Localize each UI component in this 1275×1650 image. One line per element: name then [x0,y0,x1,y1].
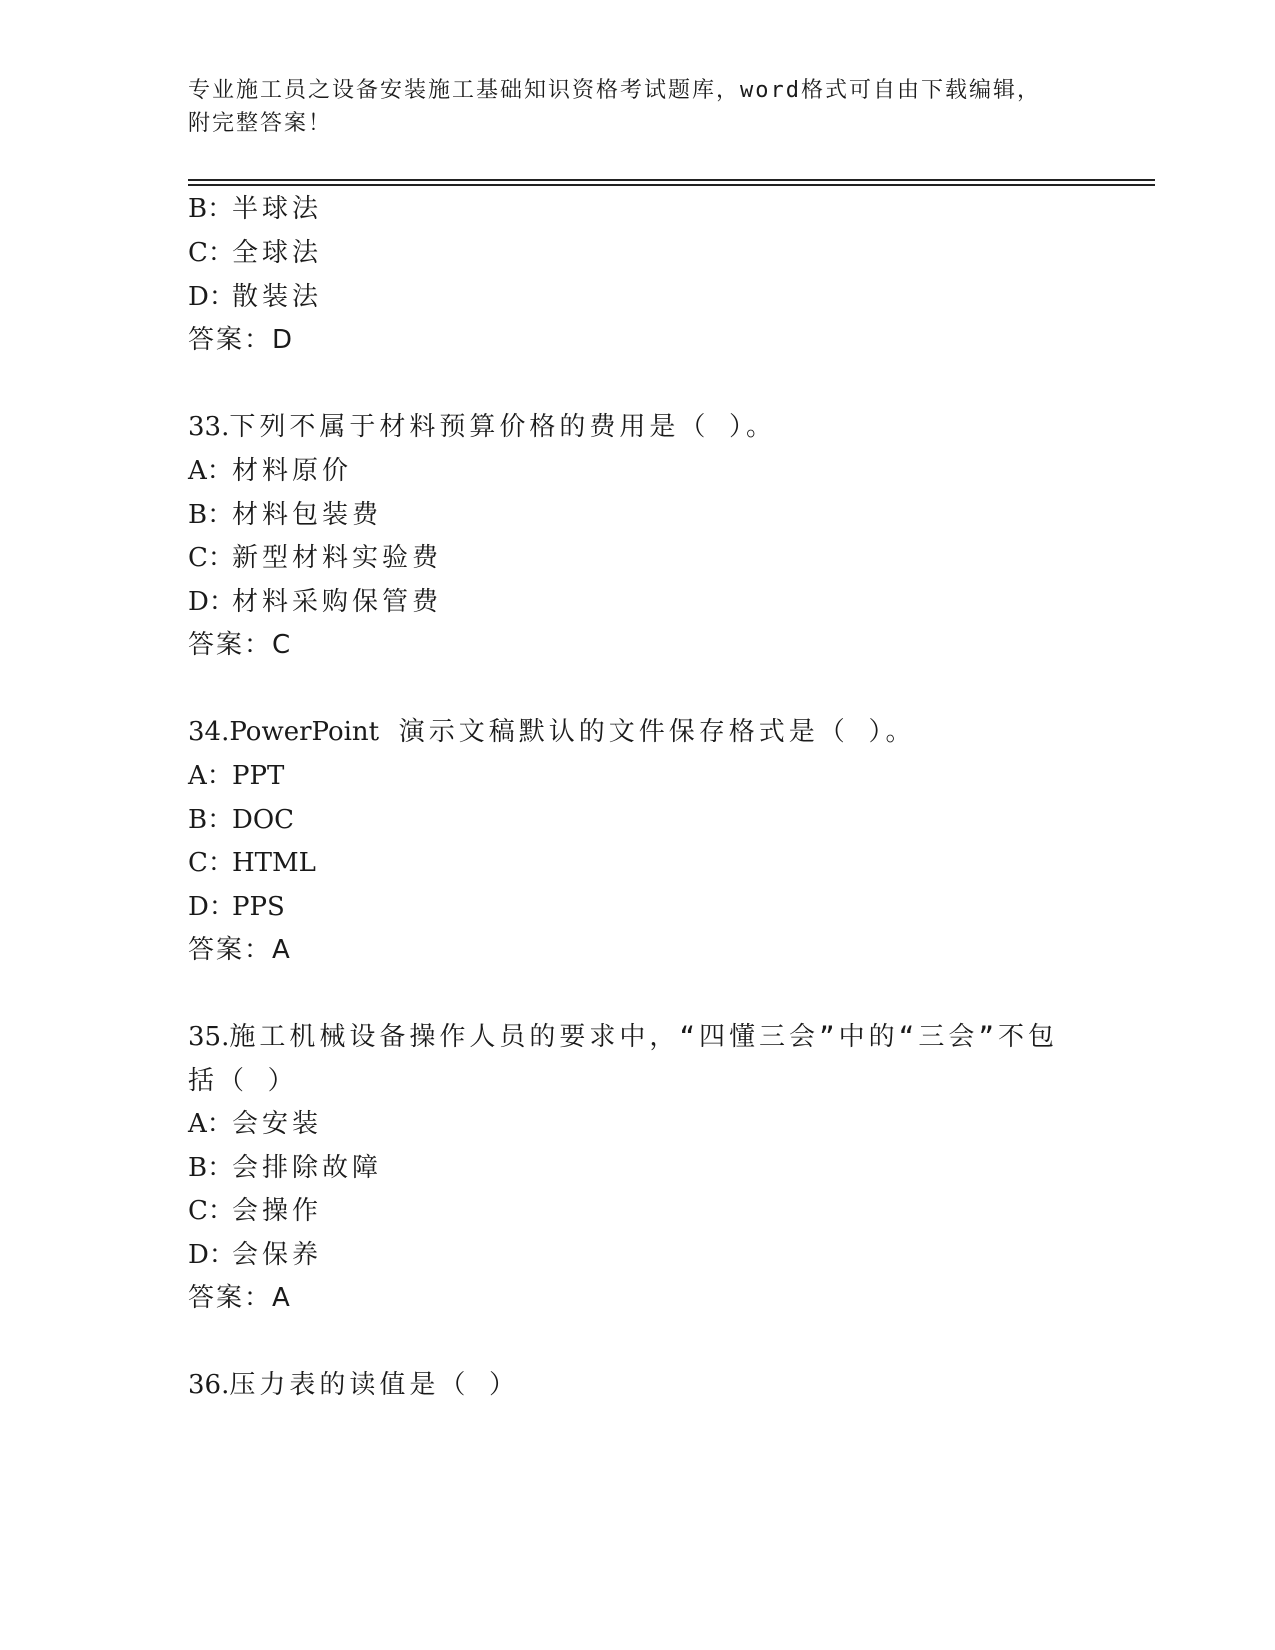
option-b: B：半球法 [188,194,323,224]
question-35 [188,1020,1058,1054]
question-number: 36. [188,1370,230,1400]
option-d: D：PPS [188,892,285,922]
answer-line: 答案：C [188,630,293,660]
question-34 [188,715,915,749]
question-text: 下列不属于材料预算价格的费用是（ ）。 [229,412,777,442]
question-text: 施工机械设备操作人员的要求中，“四懂三会”中的“三会”不包 [229,1022,1058,1052]
header-divider-top [188,179,1155,181]
header-line-2: 附完整答案！ [188,111,333,136]
answer-line: 答案：A [188,1283,292,1313]
option-a: A：会安装 [188,1109,323,1139]
option-d: D：会保养 [188,1240,323,1270]
option-c: C：会操作 [188,1196,323,1226]
option-d: D：散装法 [188,282,323,312]
option-a: A：PPT [188,761,285,791]
question-text: 演示文稿默认的文件保存格式是（ ）。 [398,717,916,747]
option-d: D：材料采购保管费 [188,587,443,617]
option-a: A：材料原价 [188,456,353,486]
option-b: B：会排除故障 [188,1153,383,1183]
option-c: C：HTML [188,848,316,878]
question-35-continued: 括（ ） [188,1066,298,1096]
answer-line: 答案：A [188,935,292,965]
question-text: 压力表的读值是（ ） [229,1370,520,1400]
option-b: B：材料包装费 [188,500,383,530]
question-number: 34. [188,717,230,747]
question-33 [188,410,776,444]
document-header [188,74,1088,140]
question-36 [188,1368,519,1402]
question-text-latin: PowerPoint [229,717,380,747]
question-number: 35. [188,1022,230,1052]
header-line-1: 专业施工员之设备安装施工基础知识资格考试题库，word格式可自由下载编辑， [188,78,1041,103]
option-b: B：DOC [188,805,295,835]
answer-line: 答案：D [188,325,295,355]
question-number: 33. [188,412,230,442]
header-divider-bottom [188,184,1155,186]
option-c: C：全球法 [188,238,323,268]
option-c: C：新型材料实验费 [188,543,443,573]
